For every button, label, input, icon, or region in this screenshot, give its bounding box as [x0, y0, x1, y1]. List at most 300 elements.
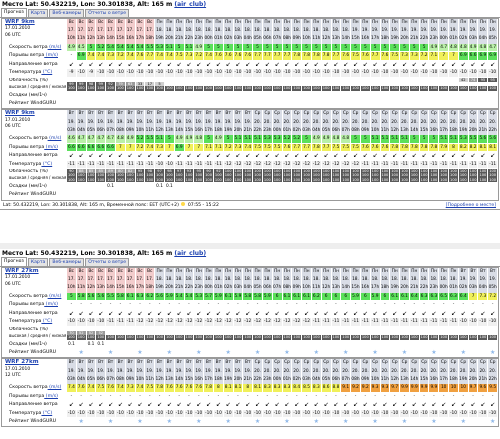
gusts-cell: 7.5: [342, 144, 350, 150]
cloud_low-cell: 100: [87, 177, 95, 182]
gusts-cell: 7.2: [420, 53, 428, 59]
cloud_high-cell: 100: [401, 168, 408, 173]
precip-cell: [136, 92, 146, 99]
cloud_low-cell: 100: [293, 177, 301, 182]
dates-cell: 18.: [253, 276, 263, 284]
speed-cell: 5: [410, 135, 420, 142]
hours-cell: 23h: [194, 284, 204, 292]
cloud_low-cell: 100: [371, 86, 379, 91]
speed-cell: 5.1: [234, 136, 242, 142]
gusts-cell: -: [420, 301, 430, 308]
temp-cell: -10: [440, 410, 448, 416]
speed-cell: 5.8: [77, 294, 85, 299]
wind-arrow-icon: ↙: [400, 152, 410, 159]
precip-cell: [67, 92, 77, 99]
dates-cell: 19.: [488, 276, 498, 284]
gusts-cell: -: [488, 301, 498, 308]
hours-cell: 19h: [459, 376, 469, 384]
wind-direction-row-label-text: Направление ветра: [9, 310, 58, 316]
days-cell: Пн: [292, 19, 302, 27]
cloud_low-cell: 100: [450, 335, 457, 340]
tab-webcams[interactable]: Веб-камеры: [49, 9, 84, 17]
cloud_low-cell: 100: [136, 177, 144, 182]
gusts-cell: 7.5: [263, 144, 271, 150]
wind-arrow-icon: ↙: [332, 152, 342, 159]
cloud_low-cell: 100: [430, 86, 438, 91]
rating-star-icon: ★: [400, 418, 410, 425]
speed-cell: 9.3: [381, 385, 389, 391]
days-cell: Вс: [96, 19, 106, 27]
dates-cell: 20.: [371, 119, 381, 127]
gusts-cell: -: [322, 301, 332, 308]
wind-arrow-icon: ↙: [185, 152, 195, 159]
wind-gusts-row-unit-link[interactable]: (m/s): [44, 302, 58, 308]
gusts-cell: 7.2: [116, 53, 124, 59]
model-name-link[interactable]: WRF 9km: [5, 19, 35, 25]
cloud-cells: [67, 327, 498, 340]
dates-cell: 18.: [194, 27, 204, 35]
temp-cell: -10: [293, 70, 301, 76]
hours-cell: 14h: [410, 127, 420, 135]
hours-cell: 15h: [351, 35, 361, 43]
temp-cell: -11: [126, 319, 134, 325]
windguru-rating-row-cells: [67, 418, 498, 425]
wind-gusts-row-unit-link[interactable]: (m/s): [44, 53, 58, 59]
wind-gusts-row-unit-link[interactable]: (m/s): [44, 144, 58, 150]
temperature-row-unit-link[interactable]: (°C): [41, 161, 53, 167]
hours-cell: 00h: [273, 376, 283, 384]
dates-cell: 18.: [302, 27, 312, 35]
dates-cell: 20.: [253, 368, 263, 376]
model-date: 17.01.2010: [5, 117, 31, 123]
hours-cell: 15h: [185, 127, 195, 135]
wind-speed-row-label: [2, 135, 67, 142]
cloud_low-cell: 100: [440, 86, 448, 91]
gusts-cell: -: [400, 301, 410, 308]
wind-arrow-icon: ↙: [204, 310, 214, 317]
rating-star-icon: [155, 100, 165, 107]
days-cell: Ср: [253, 359, 263, 367]
speed-cell: 9.6: [479, 385, 487, 391]
rating-star-icon: ★: [165, 418, 175, 425]
speed-cell: 5.6: [479, 136, 487, 142]
temperature-row-unit-link[interactable]: (°C): [41, 410, 53, 416]
gusts-cell: 7.8: [420, 144, 428, 150]
cloud_low-cell: 100: [165, 335, 173, 340]
cloud_mid-cell: 100: [322, 173, 330, 178]
wind-direction-row-label: [2, 152, 67, 159]
cloud_low-cell: 100: [195, 335, 203, 340]
hours-cell: 03h: [234, 284, 244, 292]
rating-star-icon: [302, 100, 312, 107]
wind-arrow-icon: ↙: [469, 152, 479, 159]
cloud_high-cell: 95: [488, 78, 498, 82]
days-cell: Пн: [165, 268, 175, 276]
gusts-cell: 8.1: [479, 144, 487, 150]
cloud_low-cell: 100: [234, 86, 242, 91]
dates-cell: 19.: [204, 368, 214, 376]
hours-cell: 20h: [400, 35, 410, 43]
temp-cell: -10: [77, 410, 85, 416]
wind-arrow-icon: ↙: [371, 61, 381, 68]
speed-cell: 5: [361, 135, 371, 142]
cloud_mid-cell: 92: [106, 82, 116, 86]
wind-arrow-icon: ↙: [322, 310, 332, 317]
gusts-cell: -: [145, 393, 155, 400]
cloud-label-text: Облачность (%): [9, 77, 48, 83]
more-about-spot-link[interactable]: [Подробнее о месте]: [445, 202, 496, 208]
cloud_low-cell: 100: [361, 86, 369, 91]
gusts-cell: 8.2: [469, 144, 477, 150]
dates-cell: 18.: [234, 276, 244, 284]
speed-cell: 5: [302, 135, 312, 142]
days-cell: Пн: [204, 268, 214, 276]
wind-arrow-icon: ↙: [243, 401, 253, 408]
dates-cell: 20.: [390, 119, 400, 127]
precip-cell: 0.1: [97, 341, 105, 347]
days-cell: Вт: [165, 110, 175, 118]
rating-star-icon: [116, 418, 126, 425]
speed-cell: 6: [273, 293, 283, 300]
dates-cell: 19.: [87, 119, 97, 127]
rating-star-icon: [439, 418, 449, 425]
tab-bar: [0, 9, 500, 18]
hours-cell: 16h: [126, 284, 136, 292]
hours-cell: 12h: [155, 376, 165, 384]
gusts-cell: 7.1: [214, 144, 222, 150]
temp-cell: -12: [332, 161, 340, 167]
dates-cell: 20.: [253, 119, 263, 127]
rating-star-icon: [175, 418, 185, 425]
gusts-cell: 7.8: [312, 53, 320, 59]
wind-arrow-icon: ↙: [429, 401, 439, 408]
precip-cell: [155, 341, 165, 348]
cloud_low-layer: [67, 86, 498, 90]
gusts-cell: -: [106, 301, 116, 308]
wind-speed-row-unit-link[interactable]: (m/s): [47, 45, 62, 50]
gusts-cell: 7.6: [136, 53, 144, 59]
rating-star-icon: [429, 191, 439, 198]
dates-cell: 18.: [273, 27, 283, 35]
spot-footer: [0, 201, 500, 210]
rating-star-icon: [449, 418, 459, 425]
gusts-cell: -: [155, 301, 165, 308]
cloud_low-cell: 100: [263, 177, 271, 182]
wind-direction-row-cells: [67, 401, 498, 408]
wind-arrow-icon: ↙: [302, 401, 312, 408]
wind-gusts-row-unit-link[interactable]: (m/s): [44, 393, 58, 399]
rating-star-icon: [478, 191, 488, 198]
windguru-rating-row-cells: [67, 349, 498, 356]
speed-cell: 5: [371, 44, 381, 51]
cloud_mid-cell: 100: [87, 173, 95, 178]
wind-arrow-icon: ↙: [204, 61, 214, 68]
temperature-row-unit-link[interactable]: (°C): [41, 70, 53, 76]
wind-arrow-icon: ↙: [185, 401, 195, 408]
days-cell: Пн: [194, 268, 204, 276]
hours-cell: 13h: [165, 127, 175, 135]
gusts-cell: -: [243, 301, 253, 308]
dates-cell: 20.: [459, 368, 469, 376]
wind-arrow-icon: ↙: [312, 310, 322, 317]
rating-star-icon: [322, 418, 332, 425]
cloud_low-cell: 100: [352, 335, 359, 340]
dates-cell: 19.: [175, 368, 185, 376]
speed-cell: 7.6: [107, 385, 114, 391]
temp-cell: -10: [214, 70, 222, 76]
dates-cell: 19.: [185, 119, 195, 127]
cloud_low-cell: 100: [352, 86, 359, 91]
hours-cell: 19h: [390, 35, 400, 43]
cloud_mid-cell: 99: [67, 82, 77, 86]
rating-star-icon: ★: [429, 418, 439, 425]
wind-arrow-icon: ↙: [96, 310, 106, 317]
wind-arrow-icon: ↙: [459, 61, 469, 68]
gusts-cell: 7.6: [381, 53, 389, 59]
wind-arrow-icon: ↙: [322, 61, 332, 68]
gusts-cell: -: [302, 393, 312, 400]
model-name-link[interactable]: WRF 27km: [5, 268, 39, 274]
hours-cell: 11h: [145, 127, 155, 135]
speed-cell: 4.9: [175, 136, 183, 142]
cloud_high-cell: 95: [136, 169, 146, 173]
model-name-link[interactable]: WRF 27km: [5, 359, 39, 366]
gusts-cell: 7: [439, 52, 449, 59]
gusts-cell: -: [322, 393, 332, 400]
dates-cell: 19.: [390, 27, 400, 35]
precip-cell: [175, 92, 185, 99]
tab-forecast[interactable]: Прогноз: [1, 8, 27, 17]
precipitation-row-cells: [67, 183, 498, 190]
cloud_high-cell: 82: [126, 169, 136, 173]
tab-map[interactable]: Карта: [28, 9, 48, 17]
cloud_low-cell: 100: [381, 86, 389, 91]
rating-star-icon: [87, 418, 97, 425]
days-cell: Пн: [273, 19, 283, 27]
club-link[interactable]: (air_club): [174, 1, 207, 8]
gusts-cell: -: [439, 301, 449, 308]
temp-cell: -10: [332, 70, 340, 76]
days-cell: Пн: [322, 268, 332, 276]
hours-cell: 08h: [283, 35, 293, 43]
tab-webcams[interactable]: Веб-камеры: [49, 258, 84, 266]
tab-wind-reports[interactable]: Отчеты о ветре: [85, 9, 129, 17]
temperature-row-unit-link[interactable]: (°C): [41, 319, 53, 325]
gusts-cell: 7.7: [303, 144, 310, 150]
speed-cell: 5.9: [371, 294, 379, 299]
precip-cell: [341, 341, 351, 348]
wind-speed-row-unit-link[interactable]: (m/s): [47, 385, 62, 391]
hours-cell: 22h: [253, 127, 263, 135]
temp-cell: -10: [322, 410, 330, 416]
speed-cell: 4.7: [489, 45, 497, 50]
wind-arrow-icon: ↙: [106, 61, 116, 68]
temp-cell: -12: [234, 319, 242, 325]
temp-cell: -11: [116, 161, 124, 167]
wind-arrow-icon: ↙: [96, 152, 106, 159]
gusts-cell: -: [253, 301, 263, 308]
dates-cell: 19.: [175, 119, 185, 127]
days-cell: Пн: [429, 268, 439, 276]
temp-cell: -10: [410, 70, 418, 76]
speed-cell: 6: [381, 293, 391, 300]
gusts-cell: -: [283, 393, 293, 400]
speed-cell: 5.5: [146, 136, 154, 142]
days-cell: Вт: [145, 110, 155, 118]
days-cell: Вт: [175, 110, 185, 118]
cloud_high-cell: 100: [254, 168, 261, 173]
rating-star-icon: [67, 100, 77, 107]
wind-arrow-icon: ↙: [116, 152, 126, 159]
temp-cell: -11: [430, 319, 438, 325]
dates-cell: 18.: [165, 27, 175, 35]
precip-cell: [400, 183, 410, 190]
cloud_low-cell: 100: [479, 86, 487, 91]
temp-cell: -11: [136, 161, 144, 167]
dates-cell: 19.: [126, 368, 136, 376]
speed-cell: 4.9: [322, 136, 330, 142]
wind-arrow-icon: ↙: [273, 152, 283, 159]
cloud_low-cell: 100: [283, 177, 291, 182]
wind-arrow-icon: ↙: [488, 310, 498, 317]
temp-cell: -10: [459, 410, 467, 416]
cloud_mid-cell: 70: [67, 331, 77, 335]
temp-cell: -10: [244, 410, 252, 416]
cloud_mid-cell: 100: [342, 173, 350, 178]
cloud_high-cell: 98: [165, 169, 175, 173]
temp-cell: -10: [195, 70, 203, 76]
tab-forecast[interactable]: Прогноз: [1, 257, 27, 266]
precip-cell: [312, 341, 322, 348]
temp-cell: -10: [469, 70, 477, 76]
days-cell: Пн: [371, 268, 381, 276]
dates-cell: 17.: [126, 27, 136, 35]
forecast-table-3: [1, 267, 499, 358]
rating-star-icon: [67, 418, 77, 425]
cloud_mid-cell: 100: [175, 173, 183, 178]
precip-cell: [469, 183, 479, 190]
tab-wind-reports[interactable]: Отчеты о ветре: [85, 258, 129, 266]
temp-cell: -10: [254, 70, 262, 76]
rating-star-icon: [351, 100, 361, 107]
dates-cell: 18.: [332, 276, 342, 284]
temp-cell: -11: [449, 319, 457, 325]
days-cell: Пн: [410, 268, 420, 276]
cloud_mid-cell: 100: [401, 173, 408, 178]
gusts-cell: -: [185, 301, 195, 308]
speed-cell: 5.6: [97, 294, 105, 299]
days-cell: Пн: [224, 268, 234, 276]
wind-speed-row-label-text: Скорость ветра: [9, 385, 48, 391]
temp-cell: -11: [195, 161, 203, 167]
rating-star-icon: [400, 100, 410, 107]
days-cell: Вс: [77, 19, 87, 27]
days-cell: Вт: [185, 110, 195, 118]
speed-cell: 5: [165, 135, 175, 142]
hours-cell: 17h: [439, 376, 449, 384]
gusts-cell: 7.6: [361, 144, 369, 150]
wind-speed-row-label: [2, 293, 67, 300]
dates-cell: 18.: [361, 276, 371, 284]
dates-cell: 20.: [488, 119, 498, 127]
rating-star-icon: [381, 418, 391, 425]
wind-arrow-icon: ↙: [292, 401, 302, 408]
days-cell: Вс: [145, 19, 155, 27]
hours-cell: 04h: [243, 35, 253, 43]
speed-cell: 5.5: [107, 294, 114, 299]
gusts-cell: 7.7: [371, 53, 379, 59]
cloud_mid-cell: 99: [77, 82, 87, 86]
rating-star-icon: [283, 100, 293, 107]
wind-speed-row-unit-link[interactable]: (m/s): [47, 294, 62, 299]
model-name-link[interactable]: WRF 9km: [5, 110, 35, 117]
temp-cell: -10: [283, 410, 291, 416]
gusts-cell: 7.7: [273, 53, 281, 59]
speed-cell: 7.3: [126, 385, 134, 391]
dates-cell: 17.: [136, 276, 146, 284]
speed-cell: 4.9: [469, 45, 477, 50]
rating-star-icon: [449, 349, 459, 356]
precipitation-row-label-text: Осадки (мм/1ч): [9, 92, 47, 98]
days-cell: Ср: [341, 110, 351, 118]
cloud_mid-cell: 100: [312, 173, 320, 178]
wind-arrow-icon: ↙: [253, 152, 263, 159]
gusts-cell: -: [312, 393, 322, 400]
speed-cell: 7.6: [195, 385, 203, 391]
wind-arrow-icon: ↙: [106, 152, 116, 159]
tab-map[interactable]: Карта: [28, 258, 48, 266]
cloud_low-cell: 100: [224, 335, 232, 340]
club-link[interactable]: (air_club): [174, 250, 207, 257]
temp-cell: -12: [273, 319, 281, 325]
wind-arrow-icon: ↙: [439, 401, 449, 408]
cloud_high-cell: 100: [293, 168, 301, 173]
temp-cell: -10: [116, 70, 124, 76]
hours-cell: 17h: [371, 35, 381, 43]
rating-star-icon: ★: [136, 418, 146, 425]
temp-cell: -10: [273, 410, 281, 416]
temp-cell: -12: [303, 161, 311, 167]
hours-cell: 14h: [410, 376, 420, 384]
wind-arrow-icon: ↙: [214, 310, 224, 317]
rating-star-icon: [273, 418, 283, 425]
days-cell: Вс: [87, 19, 97, 27]
rating-star-icon: ★: [253, 418, 263, 425]
wind-arrow-icon: ↙: [136, 310, 146, 317]
dates-cell: 19.: [77, 368, 87, 376]
temp-cell: -10: [97, 410, 105, 416]
speed-cell: 7.3: [479, 294, 487, 299]
temp-cell: -11: [116, 319, 124, 325]
rating-star-icon: ★: [106, 418, 116, 425]
rating-star-icon: [224, 191, 234, 198]
rating-star-icon: [243, 418, 253, 425]
windguru-rating-row-label-text: Рейтинг WindGURU: [9, 100, 57, 106]
temp-cell: -12: [156, 319, 164, 325]
cloud_low-cell: 100: [450, 86, 457, 91]
speed-cell: 7.6: [185, 385, 193, 391]
wind-gusts-row-label: [2, 393, 67, 400]
dates-cell: 18.: [224, 27, 234, 35]
precip-cell: [224, 341, 234, 348]
dates-cell: 19.: [361, 27, 371, 35]
wind-speed-row-unit-link[interactable]: (m/s): [47, 136, 62, 142]
wind-gusts-row: [2, 144, 498, 152]
temp-cell: -10: [97, 319, 105, 325]
days-cell: Вт: [136, 359, 146, 367]
temp-cell: -11: [430, 161, 438, 167]
precip-cell: [459, 341, 469, 348]
